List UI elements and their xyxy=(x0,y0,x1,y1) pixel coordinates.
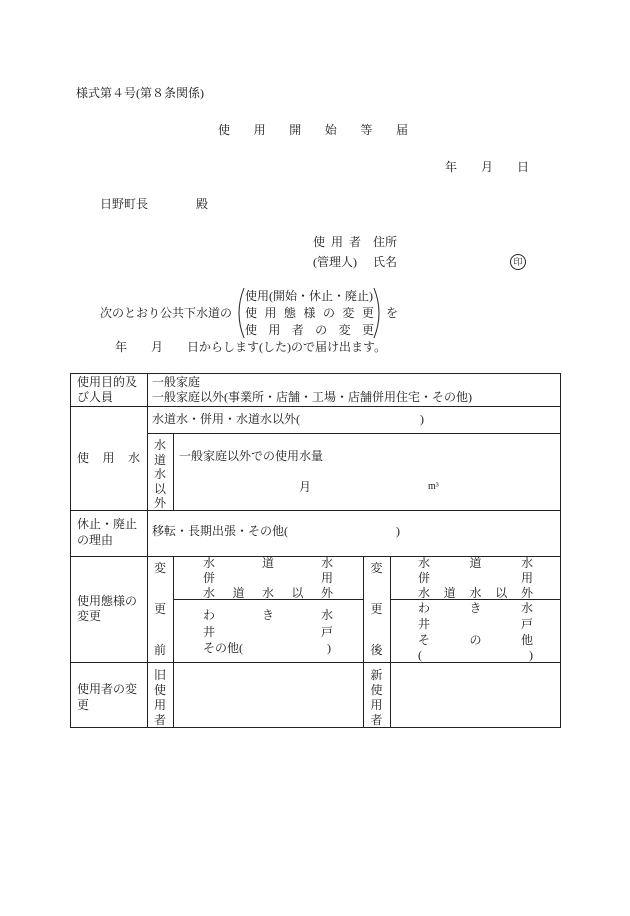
water-subrow-divider xyxy=(147,433,561,434)
statement-prefix: 次のとおり公共下水道の xyxy=(100,306,233,320)
statement-option-usage: 使用(開始・休止・廃止) xyxy=(245,289,373,303)
user-change-label: 使用者の変更 xyxy=(77,682,138,712)
water-volume-unit: m³ xyxy=(428,481,439,492)
after-option-well: 井 戸 xyxy=(418,617,533,631)
before-option-combined: 併 用 xyxy=(203,571,333,585)
statement-closing: 年 月 日からします(した)ので届け出ます。 xyxy=(115,340,387,354)
after-option-combined: 併 用 xyxy=(418,571,533,585)
old-user-field xyxy=(174,663,363,727)
form-number: 様式第４号(第８条関係) xyxy=(76,86,204,100)
manager-label: (管理人) xyxy=(313,255,357,269)
non-tap-column-divider xyxy=(173,433,174,511)
left-bracket xyxy=(239,288,244,338)
applicant-role-label: 使 用 者 xyxy=(313,235,361,249)
water-label: 使 用 水 xyxy=(77,451,140,465)
form-title: 使 用 開 始 等 届 xyxy=(218,123,408,137)
statement-option-usage-change: 使 用 態 様 の 変 更 xyxy=(245,306,374,320)
statement-suffix: を xyxy=(386,306,399,320)
usage-change-label: 使用態様の変更 xyxy=(77,594,138,623)
after-option-other: そ の 他 xyxy=(418,633,533,647)
purpose-option-non-household: 一般家庭以外(事業所・店舗・工場・店舗併用住宅・その他) xyxy=(152,390,472,404)
new-user-field xyxy=(391,663,560,727)
after-option-spring-water: わ き 水 xyxy=(418,601,533,615)
row-divider xyxy=(70,406,561,407)
right-bracket xyxy=(374,288,379,338)
before-option-well: 井 戸 xyxy=(203,625,333,639)
water-type-options: 水道水・併用・水道水以外( ) xyxy=(152,412,424,426)
water-volume-label: 一般家庭以外での使用水量 xyxy=(179,449,324,463)
address-label: 住所 xyxy=(373,235,398,249)
after-change-label: 変 更 後 xyxy=(370,561,383,657)
submission-date: 年 月 日 xyxy=(445,160,529,174)
before-option-spring-water: わ き 水 xyxy=(203,608,333,622)
before-option-non-tap: 水 道 水 以 外 xyxy=(203,586,333,600)
after-option-non-tap: 水 道 水 以 外 xyxy=(418,586,533,600)
purpose-option-household: 一般家庭 xyxy=(152,375,201,389)
purpose-label: 使用目的及び人員 xyxy=(77,375,138,404)
old-user-label: 旧 使 用 者 xyxy=(153,668,166,727)
before-option-other: その他( ) xyxy=(203,641,331,655)
after-option-tap-water: 水 道 水 xyxy=(418,556,533,570)
before-option-tap-water: 水 道 水 xyxy=(203,556,333,570)
name-label: 氏名 xyxy=(373,255,398,269)
new-user-label: 新 使 用 者 xyxy=(370,668,383,727)
suspension-label: 休止・廃止の理由 xyxy=(77,517,138,547)
suspension-reasons: 移転・長期出張・その他( ) xyxy=(152,524,400,538)
row-divider xyxy=(70,510,561,511)
non-tap-water-label: 水 道 水 以 外 xyxy=(153,438,166,510)
after-option-other-blank: ( ) xyxy=(418,648,533,662)
before-change-label: 変 更 前 xyxy=(153,561,166,657)
addressee: 日野町長 殿 xyxy=(100,197,209,211)
statement-option-user-change: 使 用 者 の 変 更 xyxy=(245,323,374,337)
water-volume-month: 月 xyxy=(299,480,312,494)
seal-mark: 印 xyxy=(510,254,526,270)
